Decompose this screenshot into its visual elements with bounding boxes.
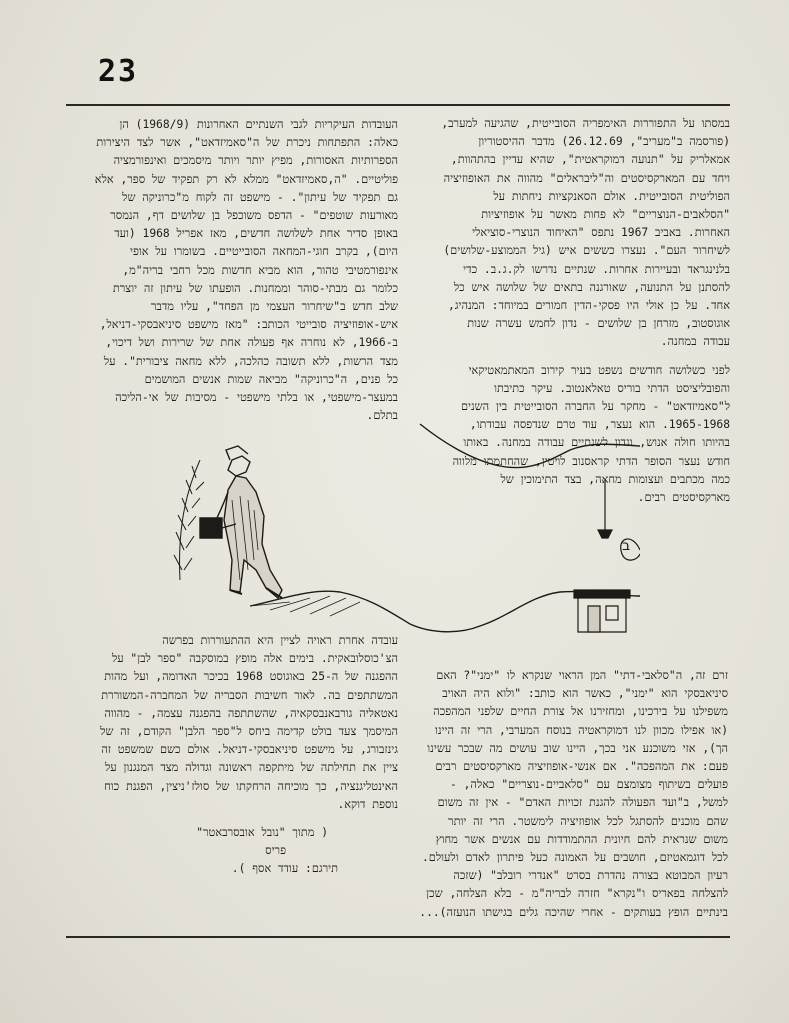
source-city: פריס xyxy=(265,844,286,858)
article-column-left-top xyxy=(92,116,398,435)
article-column-left-bottom xyxy=(92,632,398,879)
guard-tower xyxy=(574,590,630,632)
bottom-rule xyxy=(66,936,730,938)
hanging-lamp xyxy=(598,480,640,560)
paragraph: עובדה אחרת ראויה לציין היא ההתעוררות בפרשה הצ'כוסלובאקית. בימים אלה מופץ במוסקבה "ספר לבן" על ההפגנה של ה-25 באוגוסט 1968 בכיכר האדומה, ועל מהות המשתתפים בה. לאור חשיבות הסבריה של המחברה-המשוררת נאטאליה גורבאנבסקאיה, שהשתתפה בהפגנה עצמה, - מהווה המיסמך צעד בולט קדימה ביחס ל"ספר הלבן" הקודם, זה של גינזבורג, על מישפט סיניאבסקי-דניאל. אולם כשם שמשפט זה ציין את תחילתה של מיתקפה ראשונה וגדולה מצד המנגנון על האינטליגנציה, כך מוכיחה הרחקתו של סולז'ניצין, הפגנת כוח נוספת דוקא. xyxy=(100,634,398,811)
paragraph: לפני כשלושה חודשים נשפט בעיר קירוב המאתמאטיקאי והפובליציסט הדתי בוריס טאלאנטוב. עיקר כתיבתו ל"סאמיזדאט" - מחקר על החברה הסובייטית בין השנים 1965-1968. הוא נעצר, עוד טרם שנדפסה עבודתו, בהיותו חולה אנוש, ונדון לשנתיים עבודה במחנה. באותו חודש נעצר הסופר הדתי קראסנוב לויטין, שהחתמתו מלווה כמה מכתבים ועצומות מחאה, בצד התימוכין של מארקסיסטים רבים. xyxy=(452,363,730,505)
paragraph: העובדות העיקריות לגבי השנתיים האחרונות (1968/9) הן כאלה: התפתחות ניכרת של ה"סאמיזדאט", אשר לצד היצירות הספרותיות האסורות, מפיץ יותר ויותר מיסמכים ואינפורמציה פוליטיים. "ה,סאמיזדאט" ממלא לא רק תפקיד של ספר, אלא גם תפקיד של עיתון". - מישפט זה לקוח מ"כרוניקה של מאורעות שוטפים" - הדפס משוכפל בן שלושים דף, הנמסר באופן סדיר אחת לשלושה חדשים, מאז אפריל 1968 (ועד היום), בקרב חוגי-המחאה הסובייטיים. בשומרו על אופי אינפורמטיבי טהור, הוא מביא חדשות מכל רחבי בריה"מ, כלומר גם מבתי-סוהר וממחנות. הופעתו של עיתון זה יוצרת שלב חדש ב"שיחרור העצמי מן הפחד", עליו מדבר איש-אופוזיציה סובייטי הכותב: "מאז מישפט סיניאבסקי-דניאל, ב-1966, לא נוחרה אף פעולה אחת של שרירות ושל דיכוי, מצד הרשות, ללא תשובה כהלכה, ללא מחאה ציבורית". על כל פנים, ה"כרוניקה" מביאה שמות אנשים המושמים במעצר-מישפטי, או בלתי מישפטי - מסיבות של אי-הליכה בתלם. xyxy=(94,118,398,423)
page-number: 23 xyxy=(98,54,139,89)
source-credit: ( מתוך "נובל אובסרבאטר" xyxy=(196,826,328,840)
translator-credit: תירגם: עודד אסף ). xyxy=(231,862,338,876)
top-rule xyxy=(66,104,730,106)
cartoon-illustration xyxy=(170,420,640,650)
soldier-figure xyxy=(200,446,282,598)
article-column-right-bottom xyxy=(418,667,728,932)
credits-block xyxy=(92,824,398,879)
paragraph: זרם זה, ה"סלאבי-דתי" המן הראוי שנקרא לו "ימני"? האם סיניאבסקי הוא "ימני", כאשר הוא כותב: "ולוא היה האויב משפילנו על בירכינו, ומחזירנו אל צורת החיים שלפני המהפכה (או אפילו מכוון לנו דמוקראטיה בנוסח המערבי, הרי זה היינו הך), אזי משוכנע אני בכך, היינו שוב עושים מה שבכר עשינו פעם: את המהפכה". אם אנשי-אופוזיציה מארקסיסטים רבים פועלים בשיתוף מצומצם עם "סלאביים-נוצריים" כאלה, - למשל, ב"ועד הפעולה להגנת זכויות האדם" - אין זה משום שהם מוכנים להסתגל לכל אופוזיציה לימשטר. הרי זה יותר משום שנראית להם חיונית ההתמודדות עם אנשים אשר מחוץ לכל דוגמאטיזם, חושבים על האמונה כעל פיתרון לאדם ולעולם. רעיון המבוטא בצורה נהדרת בסרט "אנדרי רובלב" (שזכה להצלחה בפאריס ו"נקרא" חזרה לבריה"מ - בלא הצלחה, שכן בינתיים הופץ בעותקים - אחרי שהיכה גלים בגישתו הנועזה)... xyxy=(419,669,728,919)
paragraph: במסתו על התפוררות האימפריה הסובייטית, שהגיעה למערב, (פורסמה ב"מעריב", 26.12.69) מדבר ההיסטוריון אמאלריק על "תנועה דמוקראטית", שהיא עדיין בהתהוות, ויחד עם המארקסיסטים וה"ליבראלים" מהווה את האופוזיציה הפוליטית הסובייטית. אולם הסאנקציות ניחתות על "הסלאבים-הנוצריים" לא פחות מאשר על אופוזיציות האחרות. באביב 1967 נתפס "האיחוד הנוצרי-סוציאלי לשיחרור העם". נעצרו כששים איש (גיל הממוצע-שלושים) בלנינגראד ובעיירות אחרות. שנתיים נדרשו לק.ג.ב. כדי להסתנן על התנועה, שאורגנה בתאים של שלושה איש כל אחד. על כן אולי היו פסקי-הדין חמורים במיוחד: המנהיג, אוגוסטוב, מזרחן בן שלושים - נדון לחמש עשרה שנות עבודה במחנה. xyxy=(441,117,730,349)
artist-signature: ב xyxy=(622,538,631,554)
